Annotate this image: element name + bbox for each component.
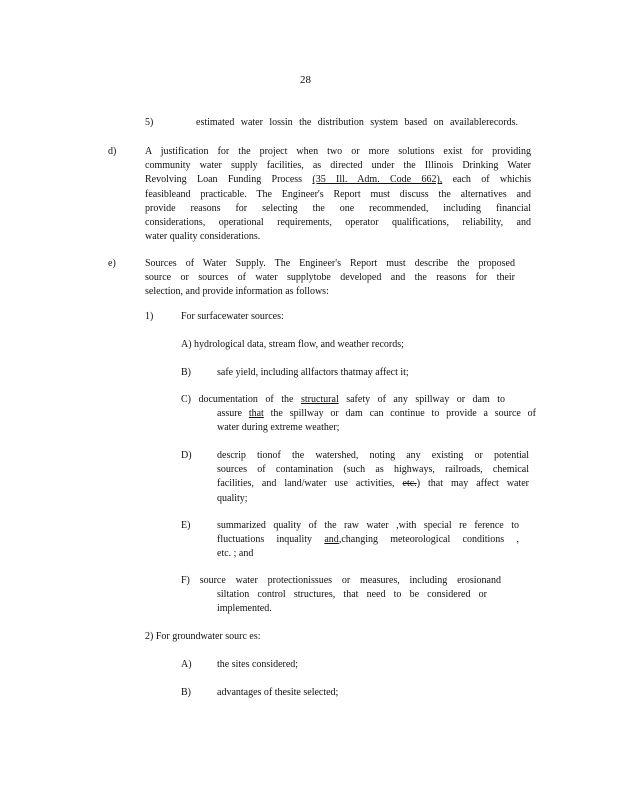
surface-item-d-text [217, 449, 529, 506]
surface-item-a: A) hydrological data, stream flow, and weather records; [181, 339, 404, 350]
item-1-label: 1) [145, 311, 154, 322]
surface-item-d-line-3-tail: ) that may affect water [416, 478, 530, 490]
surface-item-e-line-1: summarized quality of the raw water ,with special re ference to [217, 520, 519, 531]
surface-item-e-line-2-tail: ,changing meteorological conditions , [338, 534, 519, 546]
section-d-line-3-tail: each of whichis [452, 174, 532, 186]
page-number: 28 [300, 74, 311, 86]
section-e-line-2: source or sources of water supplytobe developed and the reasons for their [145, 272, 515, 284]
surface-item-b-label: B) [181, 367, 191, 378]
that-word: that [248, 408, 264, 420]
surface-item-c-line-2 [217, 407, 536, 421]
structural-word: structural [300, 394, 339, 405]
item-2: 2) For groundwater sourc es: [145, 631, 261, 642]
surface-item-c [181, 393, 536, 436]
ground-item-a-text: the sites considered; [217, 659, 299, 670]
surface-item-d-line-1: descrip tionof the watershed, noting any existing or potential [217, 450, 529, 461]
item-1-text: For surfacewater sources: [181, 311, 284, 322]
citation: (35 Ill. Adm. Code 662), [312, 174, 443, 186]
section-e-line-3: selection, and provide information as follows: [145, 286, 329, 298]
surface-item-c-line-2-head: assure [217, 408, 242, 420]
surface-item-f-line-2: siltation control structures, that need to be considered or [217, 589, 487, 601]
item-5-text [196, 116, 518, 130]
section-d-line-4: feasibleand practicable. The Engineer's Report must discuss the alternatives and [145, 188, 531, 200]
surface-item-d-line-4: quality; [217, 492, 248, 504]
surface-item-d-line-3 [217, 477, 529, 491]
section-d-line-7: water quality considerations. [145, 231, 261, 243]
surface-item-e-line-3: etc. ; and [217, 548, 254, 560]
surface-item-c-head: C) documentation of the [181, 394, 294, 405]
and-word: and [324, 534, 339, 546]
surface-item-d-line-3-head: facilities, and land/water use activities, [217, 478, 395, 490]
item-5-line: estimated water lossin the distribution system based on availablerecords. [196, 117, 518, 128]
section-d-paragraph [145, 145, 531, 244]
surface-item-c-line-1-tail: safety of any spillway or dam to [346, 394, 506, 405]
section-d-label: d) [108, 146, 117, 157]
surface-item-d-line-2: sources of contamination (such as highways, railroads, chemical [217, 464, 529, 476]
section-d-line-5: provide reasons for selecting the one recommended, including financial [145, 202, 531, 214]
surface-item-e-line-2-head: fluctuations inquality [217, 534, 313, 546]
ground-item-b-text: advantages of thesite selected; [217, 687, 339, 698]
section-e-line-1: Sources of Water Supply. The Engineer's Report must describe the proposed [145, 258, 515, 269]
surface-item-c-line-3: water during extreme weather; [217, 422, 340, 434]
surface-item-e-text [217, 519, 519, 562]
ground-item-a-label: A) [181, 659, 192, 670]
struck-etc: etc. [402, 478, 417, 490]
section-d-line-6: considerations, operational requirements, operator qualifications, reliability, and [145, 217, 531, 229]
surface-item-c-line-2-tail: the spillway or dam can continue to provide a source of [270, 408, 537, 420]
item-5-label: 5) [145, 117, 154, 128]
section-d-line-3 [145, 173, 531, 187]
surface-item-f [181, 574, 501, 617]
surface-item-b-text: safe yield, including allfactors thatmay affect it; [217, 367, 409, 378]
section-d-line-1: A justification for the project when two or more solutions exist for providing [145, 146, 531, 157]
surface-item-e-label: E) [181, 520, 191, 531]
surface-item-e-line-2 [217, 533, 519, 547]
ground-item-b-label: B) [181, 687, 191, 698]
surface-item-d-label: D) [181, 450, 192, 461]
surface-item-f-line-3: implemented. [217, 603, 272, 615]
section-d-line-3-head: Revolving Loan Funding Process [145, 174, 303, 186]
section-e-paragraph [145, 257, 515, 300]
section-d-line-2: community water supply facilities, as directed under the Illinois Drinking Water [145, 160, 531, 172]
surface-item-c-line-1 [181, 393, 505, 407]
surface-item-f-line-1: F) source water protectionissues or measures, including erosionand [181, 575, 501, 586]
section-e-label: e) [108, 258, 116, 269]
